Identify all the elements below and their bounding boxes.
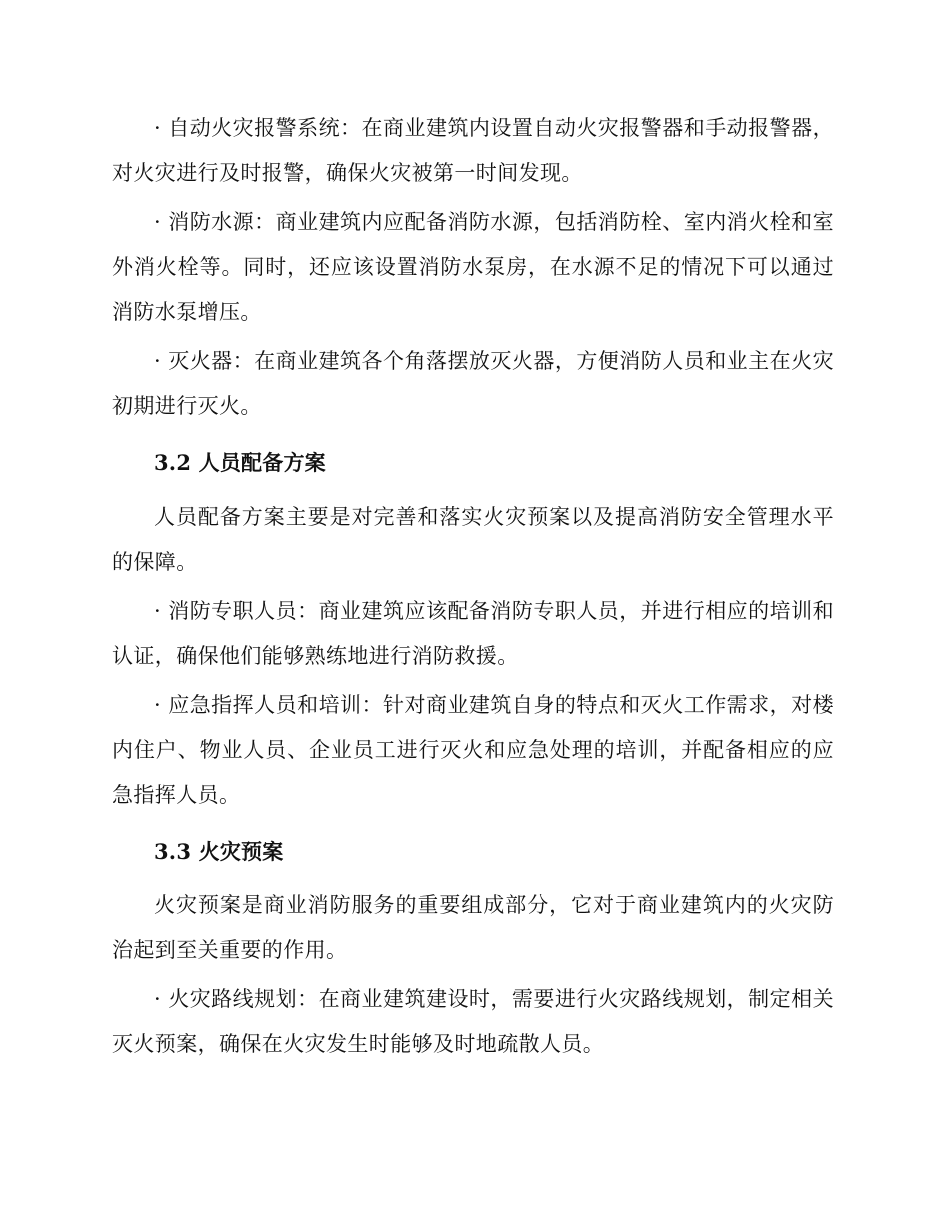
bullet-paragraph-extinguisher: · 灭火器：在商业建筑各个角落摆放灭火器，方便消防人员和业主在火灾初期进行灭火。	[112, 349, 834, 418]
section-heading-3-3: 3.3 火灾预案	[154, 839, 284, 864]
bullet-paragraph-water-source: · 消防水源：商业建筑内应配备消防水源，包括消防栓、室内消火栓和室外消火栓等。同时，还应该设置消防水泵房，在水源不足的情况下可以通过消防水泵增压。	[112, 210, 834, 324]
paragraph-fire-plan-intro: 火灾预案是商业消防服务的重要组成部分，它对于商业建筑内的火灾防治起到至关重要的作用。	[112, 893, 834, 962]
bullet-paragraph-fire-route: · 火灾路线规划：在商业建筑建设时，需要进行火灾路线规划，制定相关灭火预案，确保在火灾发生时能够及时地疏散人员。	[112, 987, 834, 1056]
bullet-paragraph-full-time-staff: · 消防专职人员：商业建筑应该配备消防专职人员，并进行相应的培训和认证，确保他们能够熟练地进行消防救援。	[112, 599, 834, 668]
bullet-paragraph-emergency-command: · 应急指挥人员和培训：针对商业建筑自身的特点和灭火工作需求，对楼内住户、物业人员、企业员工进行灭火和应急处理的培训，并配备相应的应急指挥人员。	[112, 693, 834, 807]
bullet-paragraph-fire-alarm: · 自动火灾报警系统：在商业建筑内设置自动火灾报警器和手动报警器，对火灾进行及时报警，确保火灾被第一时间发现。	[112, 116, 834, 185]
paragraph-staffing-intro: 人员配备方案主要是对完善和落实火灾预案以及提高消防安全管理水平的保障。	[112, 505, 834, 574]
section-heading-3-2: 3.2 人员配备方案	[154, 450, 326, 475]
